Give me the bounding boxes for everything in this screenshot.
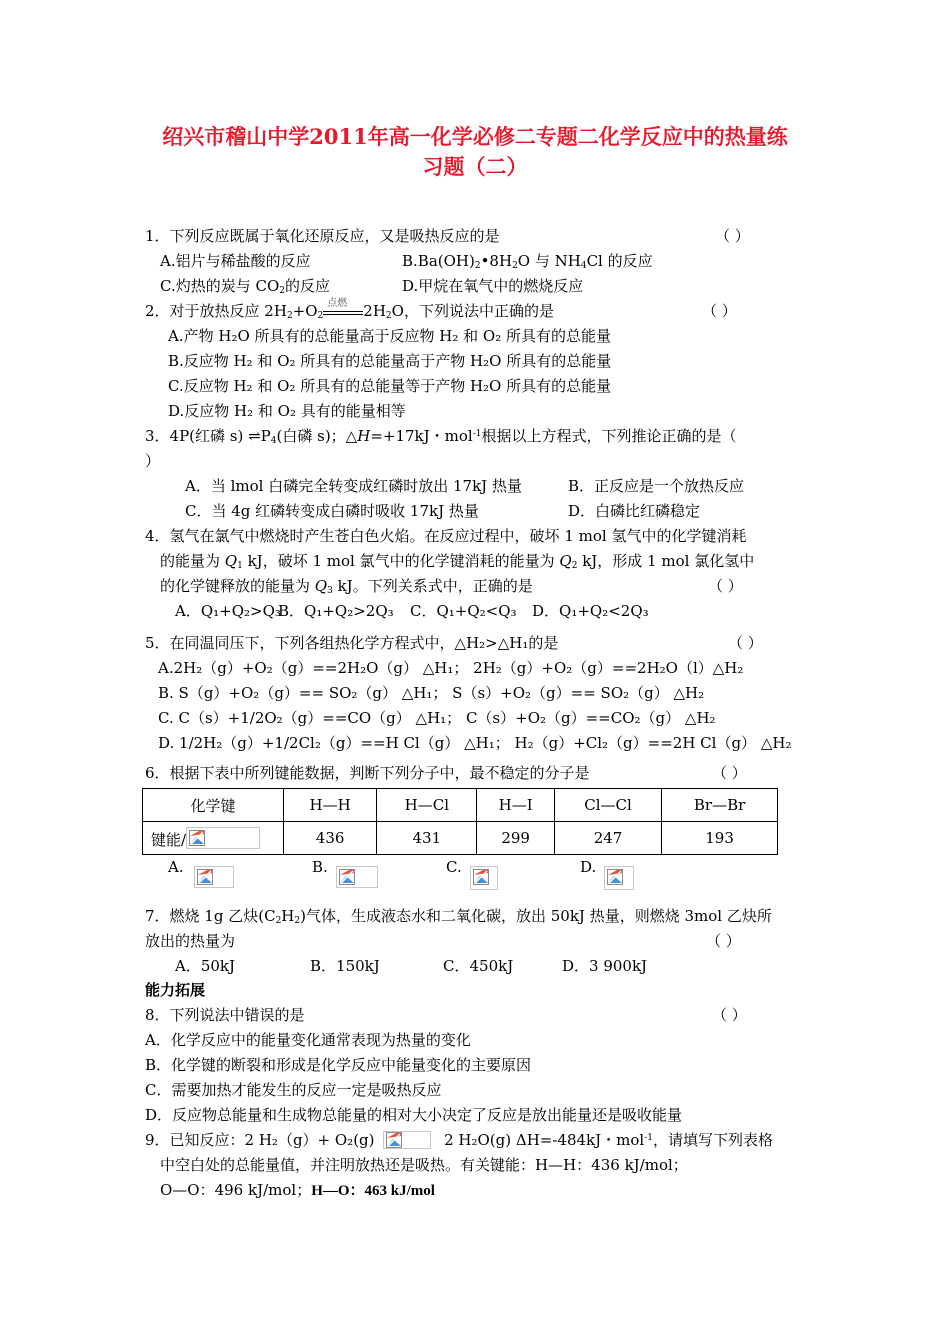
q3-stem-close: ） — [145, 452, 161, 470]
q7-option-b: B．150kJ — [310, 957, 380, 975]
table-row — [143, 822, 778, 855]
q7-line-2: 放出的热量为 — [145, 932, 236, 950]
q5-option-b: B. S（g）+O₂（g）== SO₂（g） △H₁； S（s）+O₂（g）== SO₂（g） △H₂ — [158, 684, 705, 702]
q6-option-d: D. — [580, 858, 597, 876]
q3-option-a: A．当 lmol 白磷完全转变成红磷时放出 17kJ 热量 — [185, 477, 522, 495]
q6-answer-paren: （ ） — [712, 764, 747, 782]
table-row-label: 键能/ — [143, 822, 284, 855]
q4-option-c: C．Q₁+Q₂<Q₃ — [410, 602, 517, 620]
q4-line-1: 4．氢气在氯气中燃烧时产生苍白色火焰。在反应过程中，破坏 1 mol 氢气中的化学键消耗 — [145, 527, 747, 545]
q1-stem: 1．下列反应既属于氧化还原反应，又是吸热反应的是 — [145, 227, 500, 245]
q3-option-c: C．当 4g 红磷转变成白磷时吸收 17kJ 热量 — [185, 502, 479, 520]
page-title — [100, 122, 850, 182]
q4-line-3: 的化学键释放的能量为 $Q_3$ kJ。下列关系式中，正确的是 — [160, 577, 533, 596]
q6-option-a: A. — [168, 858, 184, 876]
table-header-cell: Cl—Cl — [554, 789, 661, 822]
title-line-2: 习题（二） — [422, 154, 528, 179]
q4-line-2: 的能量为 $Q_1$ kJ，破坏 1 mol 氯气中的化学键消耗的能量为 $Q_2$ kJ，形成 1 mol 氯化氢中 — [160, 552, 755, 571]
broken-image-icon — [470, 866, 498, 890]
table-cell: 436 — [284, 822, 377, 855]
q1-option-a: A.铝片与稀盐酸的反应 — [160, 252, 311, 270]
q8-option-a: A．化学反应中的能量变化通常表现为热量的变化 — [145, 1031, 471, 1049]
q7-option-c: C．450kJ — [443, 957, 514, 975]
q5-answer-paren: （ ） — [728, 634, 763, 652]
broken-image-icon — [383, 1131, 431, 1149]
q8-answer-paren: （ ） — [712, 1006, 747, 1024]
q8-stem: 8．下列说法中错误的是 — [145, 1006, 305, 1024]
q5-stem: 5．在同温同压下，下列各组热化学方程式中，△H₂>△H₁的是 — [145, 634, 559, 652]
q8-option-d: D．反应物总能量和生成物总能量的相对大小决定了反应是放出能量还是吸收能量 — [145, 1106, 683, 1124]
q1-option-c: C.灼热的炭与 $CO_2$的反应 — [160, 277, 331, 296]
q8-option-c: C．需要加热才能发生的反应一定是吸热反应 — [145, 1081, 442, 1099]
q3-stem: 3．4P(红磷 s) $\rightleftharpoons P_4$(白磷 s)；△H=+17kJ・mol$^{-1}$根据以上方程式，下列推论正确的是（ — [145, 427, 737, 446]
q5-option-d: D. 1/2H₂（g）+1/2Cl₂（g）==H Cl（g） △H₁； H₂（g）+Cl₂（g）==2H Cl（g） △H₂ — [158, 734, 792, 752]
table-header-row — [143, 789, 778, 822]
q6-option-c: C. — [446, 858, 462, 876]
q2-option-c: C.反应物 H₂ 和 O₂ 所具有的总能量等于产物 H₂O 所具有的总能量 — [168, 377, 612, 395]
q1-option-b: $B.Ba(OH)_2•8H_2O$ 与 $NH_4Cl$ 的反应 — [402, 252, 653, 271]
q9-line-3: O—O：496 kJ/mol；H—O：463 kJ/mol — [160, 1181, 435, 1199]
section-heading: 能力拓展 — [145, 981, 206, 999]
q6-stem: 6．根据下表中所列键能数据，判断下列分子中，最不稳定的分子是 — [145, 764, 590, 782]
table-header-cell: H—I — [477, 789, 554, 822]
q9-line-2: 中空白处的总能量值，并注明放热还是吸热。有关键能：H—H：436 kJ/mol； — [160, 1156, 688, 1174]
q7-line-1: 7．燃烧 1g 乙炔$(C_2H_2)$气体，生成液态水和二氧化碳，放出 50kJ 热量，则燃烧 3mol 乙炔所 — [145, 907, 772, 926]
q2-answer-paren: （ ） — [702, 302, 737, 320]
table-cell: 247 — [554, 822, 661, 855]
q2-option-b: B.反应物 H₂ 和 O₂ 所具有的总能量高于产物 H₂O 所具有的总能量 — [168, 352, 612, 370]
q4-answer-paren: （ ） — [708, 577, 743, 595]
q2-option-d: D.反应物 H₂ 和 O₂ 具有的能量相等 — [168, 402, 406, 420]
broken-image-icon — [336, 866, 378, 888]
q8-option-b: B．化学键的断裂和形成是化学反应中能量变化的主要原因 — [145, 1056, 532, 1074]
q3-option-b: B．正反应是一个放热反应 — [568, 477, 745, 495]
q3-option-d: D．白磷比红磷稳定 — [568, 502, 701, 520]
broken-image-icon — [194, 866, 234, 888]
broken-image-icon — [604, 866, 634, 890]
q7-option-a: A．50kJ — [175, 957, 236, 975]
q6-option-b: B. — [312, 858, 328, 876]
table-cell: 431 — [377, 822, 477, 855]
q7-answer-paren: （ ） — [706, 932, 741, 950]
table-header-cell: Br—Br — [662, 789, 778, 822]
q2-option-a: A.产物 H₂O 所具有的总能量高于反应物 H₂ 和 O₂ 所具有的总能量 — [168, 327, 612, 345]
bond-energy-table — [142, 788, 778, 855]
q1-answer-paren: （ ） — [715, 227, 750, 245]
q4-option-b: B．Q₁+Q₂>2Q₃ — [278, 602, 394, 620]
q4-option-d: D．Q₁+Q₂<2Q₃ — [532, 602, 649, 620]
table-header-cell: 化学键 — [143, 789, 284, 822]
broken-image-icon — [186, 827, 260, 849]
q1-option-d: D.甲烷在氧气中的燃烧反应 — [402, 277, 584, 295]
title-line-1: 绍兴市稽山中学2011年高一化学必修二专题二化学反应中的热量练 — [162, 124, 788, 149]
q7-option-d: D．3 900kJ — [562, 957, 648, 975]
reaction-arrow: 点燃 — [323, 302, 363, 316]
table-cell: 193 — [662, 822, 778, 855]
table-header-cell: H—H — [284, 789, 377, 822]
table-cell: 299 — [477, 822, 554, 855]
q4-option-a: A．Q₁+Q₂>Q₃ — [175, 602, 281, 620]
q9-line-1: 9．已知反应：2 H₂（g）+ O₂(g) 2 H₂O(g) ΔH=-484kJ・mol$^{-1}$，请填写下列表格 — [145, 1131, 773, 1149]
q2-stem: 2．对于放热反应 $2H_2+O_2$ 点燃 $2H_2O$，下列说法中正确的是 — [145, 298, 554, 321]
q5-option-a: A.2H₂（g）+O₂（g）==2H₂O（g） △H₁； 2H₂（g）+O₂（g）==2H₂O（l）△H₂ — [158, 659, 744, 677]
table-header-cell: H—Cl — [377, 789, 477, 822]
q5-option-c: C. C（s）+1/2O₂（g）==CO（g） △H₁； C（s）+O₂（g）==CO₂（g） △H₂ — [158, 709, 716, 727]
